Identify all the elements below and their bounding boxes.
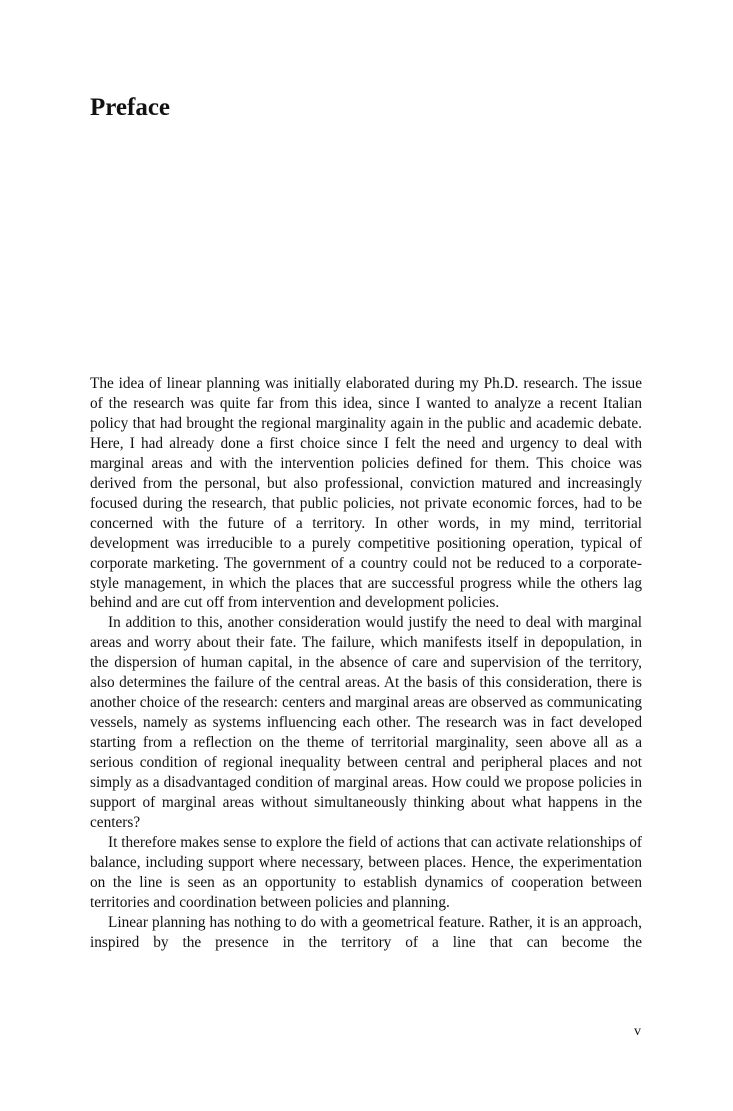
page-number: v (634, 1024, 641, 1039)
chapter-heading: Preface (90, 94, 171, 121)
paragraph-2: In addition to this, another consideration would justify the need to deal with marginal areas and worry about their fate. The failure, which manifests itself in depopulation, in the dispersion of human capital, in the absence of care and supervision of the territory, also determines the failure of the central areas. At the basis of this consideration, there is another choice of the research: centers and marginal areas are observed as communicating vessels, namely as systems influencing each other. The research was in fact developed starting from a reflection on the theme of territorial marginality, seen above all as a serious condition of regional inequality between central and peripheral places and not simply as a disadvantaged condition of marginal areas. How could we propose policies in support of marginal areas without simultaneously thinking about what happens in the centers? (90, 614, 642, 831)
paragraph-3: It therefore makes sense to explore the field of actions that can activate relationships of balance, including support where necessary, between places. Hence, the experimentation on the line is seen as an opportunity to establish dynamics of cooperation between territories and coordination between policies and planning. (90, 833, 642, 911)
preface-body (90, 374, 642, 953)
paragraph-4: Linear planning has nothing to do with a geometrical feature. Rather, it is an approach, inspired by the presence in the territory of a line that can become the (90, 913, 642, 951)
paragraph-1: The idea of linear planning was initially elaborated during my Ph.D. research. The issue of the research was quite far from this idea, since I wanted to analyze a recent Italian policy that had brought the regional marginality again in the public and academic debate. Here, I had already done a first choice since I felt the need and urgency to deal with marginal areas and with the intervention policies defined for them. This choice was derived from the personal, but also professional, conviction matured and increasingly focused during the research, that public policies, not private economic forces, had to be concerned with the future of a territory. In other words, in my mind, territorial development was irreducible to a purely competitive positioning operation, typical of corporate marketing. The government of a country could not be reduced to a corporate-style management, in which the places that are successful progress while the others lag behind and are cut off from intervention and development policies. (90, 375, 642, 612)
